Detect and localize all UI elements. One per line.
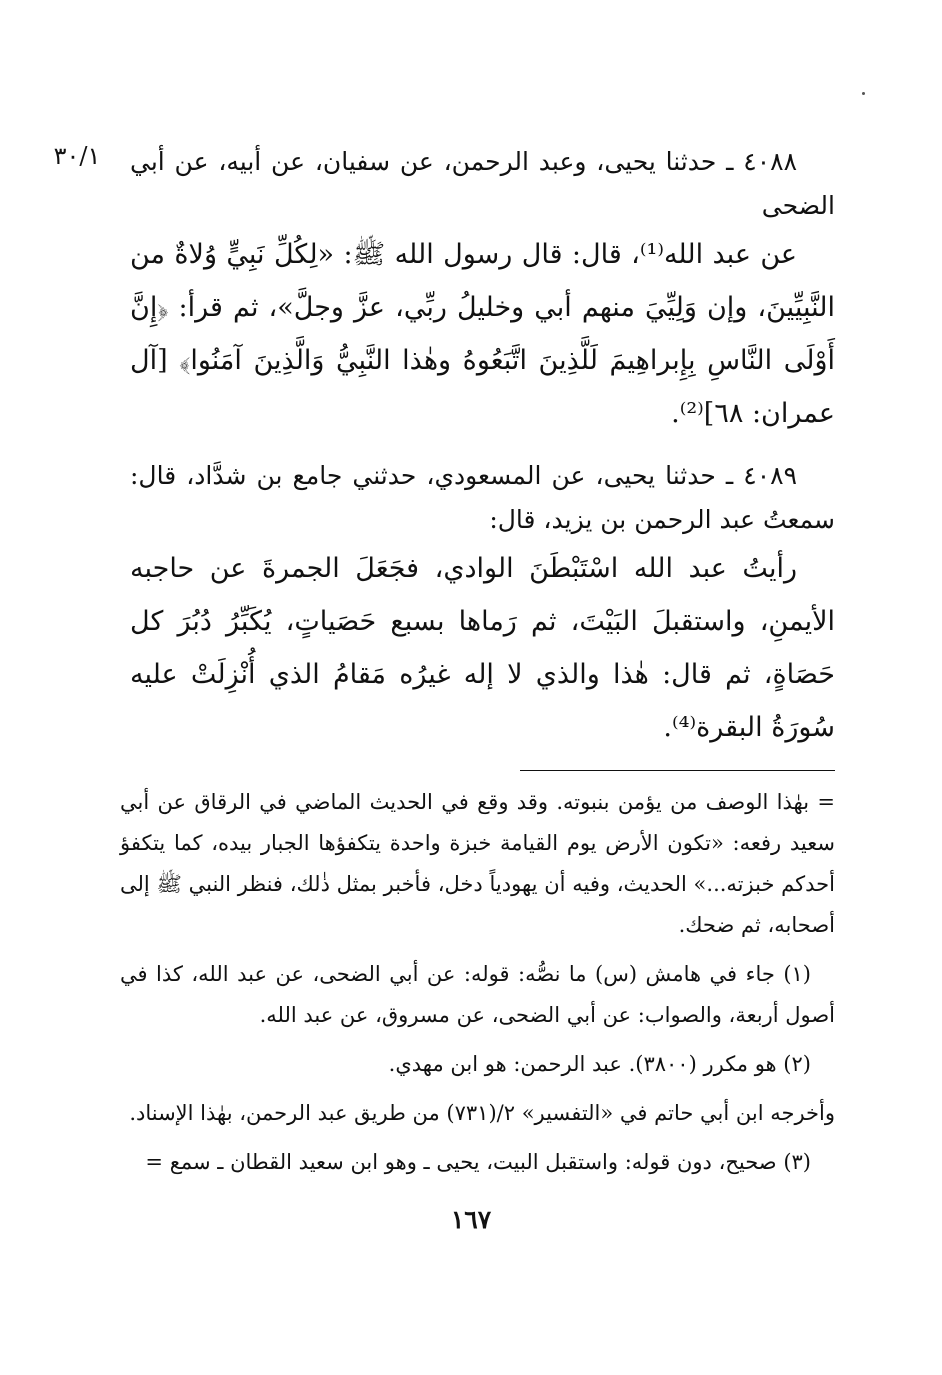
footnote-3: (٣) صحيح، دون قوله: واستقبل البيت، يحيى ـ وهو ابن سعيد القطان ـ سمع = [145,1150,811,1174]
footnotes [120,782,835,1191]
page-number: ١٦٧ [450,1205,492,1234]
main-text [130,140,835,768]
footnote-1: (١) جاء في هامش (س) ما نصُّه: قوله: عن أبي الضحى، عن عبد الله، كذا في أصول أربعة، والصواب: عن أبي الضحى، عن مسروق، عن عبد الله. [120,962,835,1027]
hadith-4088 [130,140,835,440]
hadith-matn: عن عبد الله⁽¹⁾، قال: قال رسول الله ﷺ: «لِكُلِّ نَبِيٍّ وُلاةٌ من النَّبِيِّينَ، وإن وَلِيِّيَ منهم أبي وخليلُ ربِّي، عزَّ وجلَّ»، ثم قرأ: ﴿إِنَّ أَوْلَى النَّاسِ بِإِبراهِيمَ لَلَّذِينَ اتَّبَعُوهُ وهٰذا النَّبِيُّ وَالَّذِينَ آمَنُوا﴾ [آل عمران: ٦٨]⁽²⁾. [130,239,835,429]
ink-speck [862,92,865,95]
margin-volume-page-reference: ٣٠/١ [53,142,101,170]
hadith-4089 [130,454,835,754]
hadith-isnad: ٤٠٨٩ ـ حدثنا يحيى، عن المسعودي، حدثني جامع بن شدَّاد، قال: سمعتُ عبد الرحمن بن يزيد، قال: [130,461,835,534]
footnote-divider [520,770,835,771]
footnote-2-continued: وأخرجه ابن أبي حاتم في «التفسير» ٢/(٧٣١) من طريق عبد الرحمن، بهٰذا الإسناد. [129,1101,835,1125]
hadith-matn: رأيتُ عبد الله اسْتَبْطَنَ الوادي، فجَعَلَ الجمرةَ عن حاجبه الأيمنِ، واستقبلَ البَيْتَ، ثم رَماها بسبع حَصَياتٍ، يُكَبِّرُ دُبُرَ كل حَصَاةٍ، ثم قال: هٰذا والذي لا إله غيرُه مَقامُ الذي أُنْزِلَتْ عليه سُورَةُ البقرة⁽⁴⁾. [130,553,835,743]
hadith-isnad: ٤٠٨٨ ـ حدثنا يحيى، وعبد الرحمن، عن سفيان، عن أبيه، عن أبي الضحى [130,147,835,220]
footnote-continuation: = بهٰذا الوصف من يؤمن بنبوته. وقد وقع في الحديث الماضي في الرقاق عن أبي سعيد رفعه: «تكون الأرض يوم القيامة خبزة واحدة يتكفؤها الجبار بيده، كما يتكفؤ أحدكم خبزته...» الحديث، وفيه أن يهودياً دخل، فأخبر بمثل ذٰلك، فنظر النبي ﷺ إلى أصحابه، ثم ضحك. [120,790,835,937]
footnote-2: (٢) هو مكرر (٣٨٠٠). عبد الرحمن: هو ابن مهدي. [388,1052,811,1076]
